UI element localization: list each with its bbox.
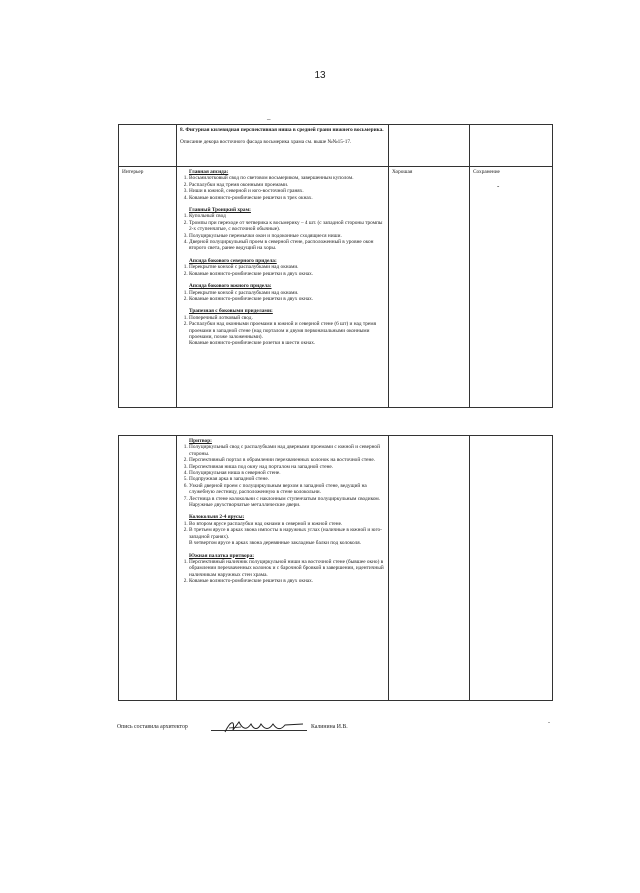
table-row [119,167,553,408]
scan-mark: - [548,720,550,726]
signature-block [117,718,397,738]
list-item: 1. Перекрытие конхой с распалубками над окнами. [189,264,385,270]
continuation-item-text: Фигурная килевидная перспективная ниша в средней грани нижнего восьмерика. [185,127,384,133]
section-note: Кованые волнисто-ромбические розетки в шести окнах. [189,340,316,347]
list-item: 1. Во втором ярусе распалубки над окнами в северной и южной стене. [189,521,385,527]
section-note: Наружные двухстворчатые металлические двери. [189,502,301,509]
section-title: Апсида бокового южного придела: [189,283,272,290]
scan-mark: – [267,115,271,123]
list-item: 1. Перспективный наличник полуциркульной ниши на восточной стене (бывшее окно) в обрамлении перехваченных колонок и с барочной бровкой в завершении, идентичный наличникам наружных стен храма. [189,559,385,578]
list-item: 2. В третьем ярусе в арках звона импосты в наружных углах (наличные в южной и юго-западной гранях). [189,527,385,540]
list-item: 1. Восьмилотковый свод по световом восьмериком, завершенным куполом. [189,175,385,181]
page-number: 13 [314,70,326,81]
section-title: Трапезная с боковыми приделами: [189,308,273,315]
section-title: Главная апсида: [189,169,229,175]
narthex-description-cell [177,436,389,701]
list-item: 2. Кованые волнисто-ромбические решетки в двух окнах. [189,296,385,302]
continuation-cell: 8. Фигурная килевидная перспективная ниша в средней грани нижнего восьмерика. Описание декора восточного фасада восьмерика храма см. выше №№15-17. [177,125,389,167]
list-item: 2. Перспективный портал в обрамлении перехваченных колонок на восточной стене. [189,457,385,463]
condition-cell: Хорошая [389,167,470,408]
section-note: В четвертом ярусе в арках звона деревянные закладные балки под колоколя. [189,540,362,547]
continuation-note: Описание декора восточного фасада восьмерика храма см. выше №№15-17. [180,139,352,146]
table-row [119,125,553,167]
list-item: 1. Полуциркульный свод с распалубками над дверными проемами с южной и северной стороны. [189,444,385,457]
row-label-interior: Интерьер [119,167,177,408]
list-item: 4. Кованые волнисто-ромбические решетки в трех окнах. [189,195,385,201]
interior-description-cell [177,167,389,408]
status-cell: Сохранение [470,167,553,408]
list-item: 5. Подпружная арка в западной стене. [189,476,385,482]
list-item: 6. Узкий дверной проем с полуциркульным верхом в западной стене, ведущий на служебную лестницу, расположенную в стене колокольни. [189,483,385,496]
section-title: Колокольня 2-4 ярусы: [189,514,245,521]
list-item: 1. Поперечный лотковый свод. [189,315,385,321]
signatory-name: Калинина И.В. [311,724,348,730]
section-title: Южная палатка притвора: [189,552,255,559]
list-item: 3. Перспективная ниша под окну над порталом на западной стене. [189,464,385,470]
list-item: 2. Кованые волнисто-ромбические решетки в двух окнах. [189,578,385,584]
section-title: Главный Троицкий храм: [189,207,251,214]
list-item: 4. Полуциркульная ниша в северной стене. [189,470,385,476]
row-label-empty [119,436,177,701]
scan-mark: - [497,182,500,190]
handwritten-signature [221,718,307,736]
signed-by-label: Опись составила архитектор [117,724,188,730]
list-item: 1. Купольный свод [189,213,385,219]
list-item: 2. Кованые волнисто-ромбические решетки в двух окнах. [189,271,385,277]
monument-description-table-2 [118,435,553,701]
list-item: 2. Распалубки над тремя оконными проемами. [189,182,385,188]
list-item: 1. Перекрытие конхой с распалубками над окнами. [189,290,385,296]
section-title: Притвор: [189,438,212,444]
list-item: 2. Тромпы при переходе от четверика к восьмерику – 4 шт. (с западной стороны тромпы 2-х ступенчатые, с восточной обычные). [189,220,385,233]
list-item: 7. Лестница в стене колокольни с наклонным ступенчатым полуциркульным сводиком. [189,496,385,502]
table-row [119,436,553,701]
list-item: 2. Распалубки над оконными проемами в южной и северной стене (6 шт) и над тремя проемами в западной стене (над порталом и двумя первоначальными оконными проемами, позже заложенными). [189,321,385,340]
section-title: Апсида бокового северного придела: [189,257,277,264]
list-item: 4. Дверной полуциркульный проем в северной стене, расположенный в уровне окон второго света, ранее ведущий на хоры. [189,239,385,252]
monument-description-table-1 [118,124,553,408]
list-item: 3. Полуциркульные перемычки окон и подоконные сходящиеся ниши. [189,233,385,239]
list-item: 3. Ниши в южной, северной и юго-восточной гранях. [189,188,385,194]
